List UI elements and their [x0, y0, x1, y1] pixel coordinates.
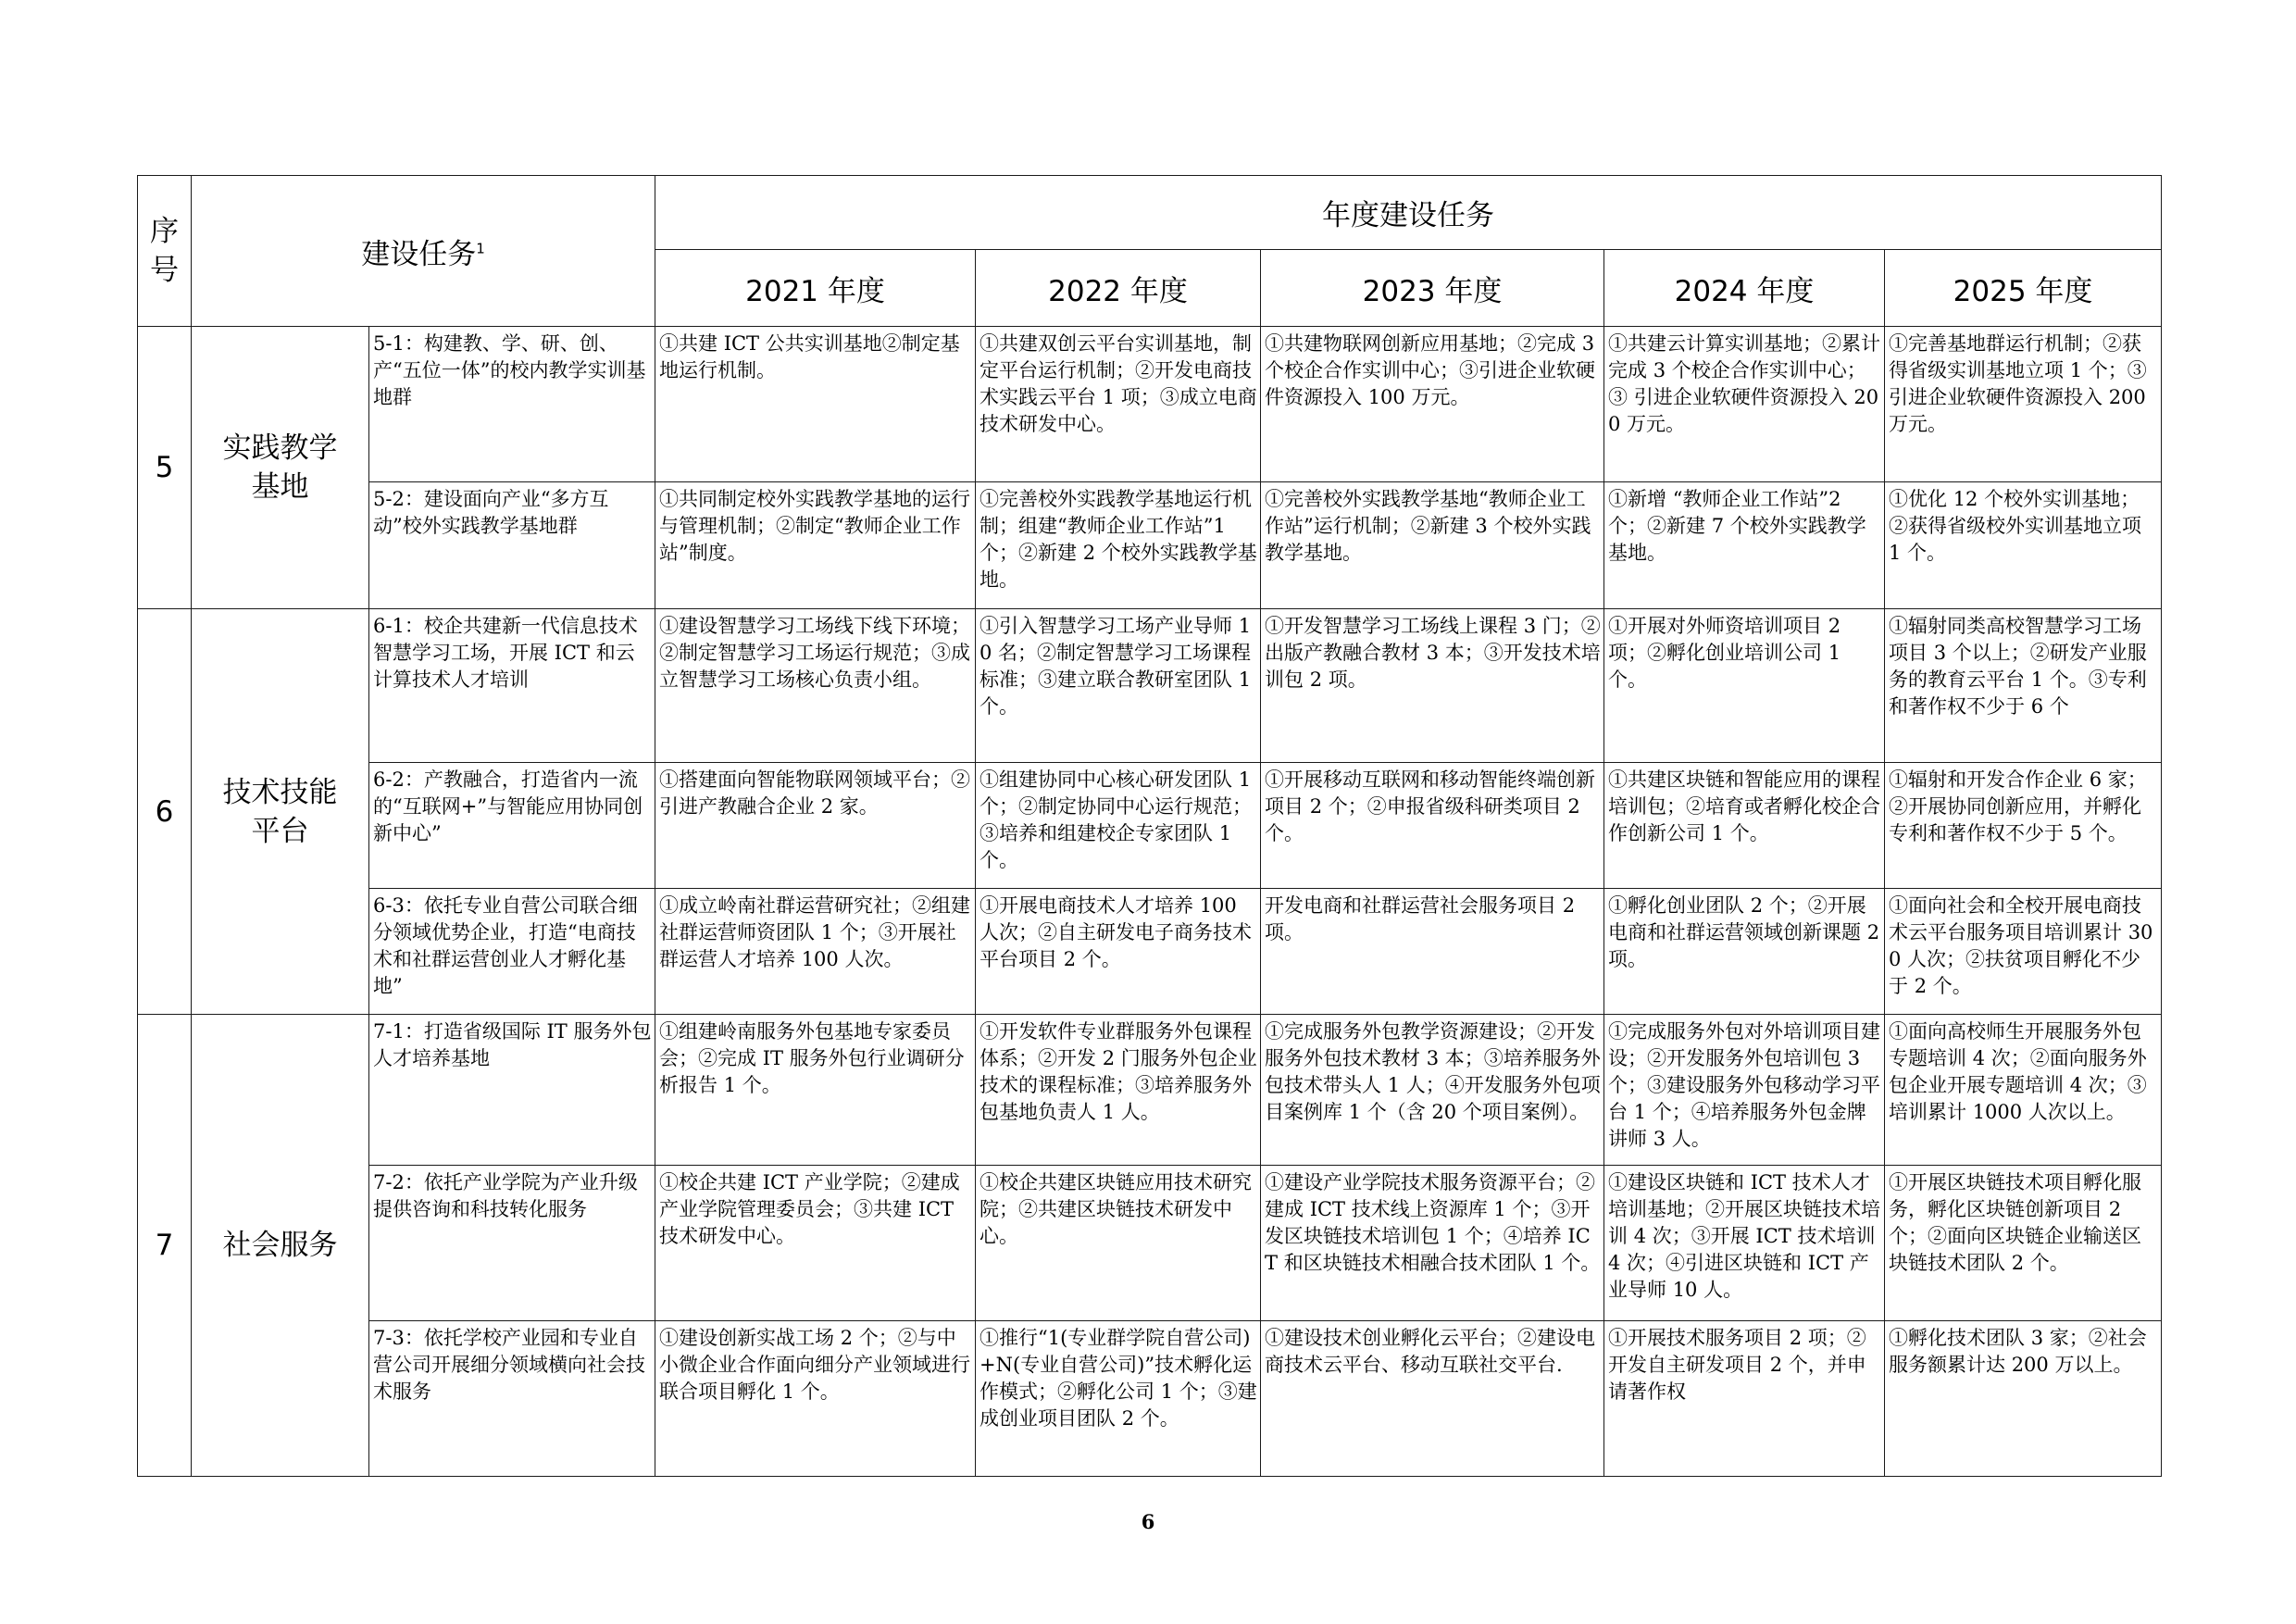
task-name: 6-3：依托专业自营公司联合细分领域优势企业，打造“电商技术和社群运营创业人才孵化基地”	[369, 889, 655, 1015]
table-row	[138, 1321, 2162, 1477]
year-task-cell: ①推行“1(专业群学院自营公司)+N(专业自营公司)”技术孵化运作模式；②孵化公司 1 个；③建成创业项目团队 2 个。	[976, 1321, 1261, 1477]
task-name: 6-2：产教融合，打造省内一流的“互联网+”与智能应用协同创新中心”	[369, 763, 655, 889]
year-task-cell: ①面向高校师生开展服务外包专题培训 4 次；②面向服务外包企业开展专题培训 4 次；③培训累计 1000 人次以上。	[1885, 1015, 2162, 1166]
group-category-label: 社会服务	[222, 1229, 338, 1262]
year-task-cell: ①开展区块链技术项目孵化服务，孵化区块链创新项目 2 个；②面向区块链企业输送区块链技术团队 2 个。	[1885, 1166, 2162, 1321]
year-task-cell: ①成立岭南社群运营研究社；②组建社群运营师资团队 1 个；③开展社群运营人才培养 100 人次。	[655, 889, 976, 1015]
task-header-label: 建设任务	[361, 237, 477, 271]
year-task-cell: ①开展技术服务项目 2 项；②开发自主研发项目 2 个，并申请著作权	[1604, 1321, 1885, 1477]
year-task-cell: ①开展对外师资培训项目 2 项；②孵化创业培训公司 1 个。	[1604, 609, 1885, 763]
year-task-cell: 开发电商和社群运营社会服务项目 2 项。	[1261, 889, 1604, 1015]
year-task-cell: ①组建岭南服务外包基地专家委员会；②完成 IT 服务外包行业调研分析报告 1 个。	[655, 1015, 976, 1166]
group-category-label: 技术技能平台	[222, 775, 338, 848]
year-task-cell: ①共建 ICT 公共实训基地②制定基地运行机制。	[655, 327, 976, 482]
task-name: 5-2：建设面向产业“多方互动”校外实践教学基地群	[369, 482, 655, 609]
year-task-cell: ①校企共建 ICT 产业学院；②建成产业学院管理委员会；③共建 ICT 技术研发中心。	[655, 1166, 976, 1321]
year-task-cell: ①校企共建区块链应用技术研究院；②共建区块链技术研发中心。	[976, 1166, 1261, 1321]
year-task-cell: ①共建物联网创新应用基地；②完成 3 个校企合作实训中心；③引进企业软硬件资源投入 100 万元。	[1261, 327, 1604, 482]
group-number: 6	[138, 609, 192, 1015]
year-task-cell: ①共建区块链和智能应用的课程培训包；②培育或者孵化校企合作创新公司 1 个。	[1604, 763, 1885, 889]
year-task-cell: ①开发软件专业群服务外包课程体系；②开发 2 门服务外包企业技术的课程标准；③培养服务外包基地负责人 1 人。	[976, 1015, 1261, 1166]
year-task-cell: ①完善基地群运行机制；②获得省级实训基地立项 1 个；③引进企业软硬件资源投入 200 万元。	[1885, 327, 2162, 482]
year-header: 2023 年度	[1261, 250, 1604, 327]
year-task-cell: ①开发智慧学习工场线上课程 3 门；②出版产教融合教材 3 本；③开发技术培训包 2 项。	[1261, 609, 1604, 763]
year-task-cell: ①开展移动互联网和移动智能终端创新项目 2 个；②申报省级科研类项目 2 个。	[1261, 763, 1604, 889]
year-task-cell: ①组建协同中心核心研发团队 1 个；②制定协同中心运行规范；③培养和组建校企专家团队 1 个。	[976, 763, 1261, 889]
header-row-top	[138, 176, 2162, 250]
table-row	[138, 1166, 2162, 1321]
year-task-cell: ①开展电商技术人才培养 100 人次；②自主研发电子商务技术平台项目 2 个。	[976, 889, 1261, 1015]
year-task-cell: ①共建云计算实训基地；②累计完成 3 个校企合作实训中心；③ 引进企业软硬件资源投入 200 万元。	[1604, 327, 1885, 482]
seq-header-label: 序号	[150, 215, 179, 287]
task-header-footnote-mark: 1	[476, 240, 485, 257]
table-row	[138, 1015, 2162, 1166]
year-task-cell: ①共同制定校外实践教学基地的运行与管理机制；②制定“教师企业工作站”制度。	[655, 482, 976, 609]
page-number: 6	[1141, 1510, 1155, 1533]
group-category	[192, 609, 369, 1015]
year-task-cell: ①共建双创云平台实训基地，制定平台运行机制；②开发电商技术实践云平台 1 项；③成立电商技术研发中心。	[976, 327, 1261, 482]
table-row	[138, 327, 2162, 482]
seq-header	[138, 176, 192, 327]
construction-task-table	[137, 175, 2162, 1477]
year-header: 2024 年度	[1604, 250, 1885, 327]
year-task-cell: ①孵化技术团队 3 家；②社会服务额累计达 200 万以上。	[1885, 1321, 2162, 1477]
year-task-cell: ①面向社会和全校开展电商技术云平台服务项目培训累计 300 人次；②扶贫项目孵化不少于 2 个。	[1885, 889, 2162, 1015]
group-category	[192, 327, 369, 609]
year-header: 2025 年度	[1885, 250, 2162, 327]
year-header: 2021 年度	[655, 250, 976, 327]
task-header	[192, 176, 655, 327]
table-row	[138, 609, 2162, 763]
group-category-label: 实践教学基地	[222, 431, 338, 504]
task-name: 6-1：校企共建新一代信息技术智慧学习工场，开展 ICT 和云计算技术人才培训	[369, 609, 655, 763]
task-name: 7-1：打造省级国际 IT 服务外包人才培养基地	[369, 1015, 655, 1166]
year-task-cell: ①搭建面向智能物联网领域平台；②引进产教融合企业 2 家。	[655, 763, 976, 889]
year-task-cell: ①建设技术创业孵化云平台；②建设电商技术云平台、移动互联社交平台.	[1261, 1321, 1604, 1477]
year-task-cell: ①建设智慧学习工场线下线下环境；②制定智慧学习工场运行规范；③成立智慧学习工场核心负责小组。	[655, 609, 976, 763]
group-number: 7	[138, 1015, 192, 1477]
group-number: 5	[138, 327, 192, 609]
year-task-cell: ①引入智慧学习工场产业导师 10 名；②制定智慧学习工场课程标准；③建立联合教研室团队 1 个。	[976, 609, 1261, 763]
annual-header: 年度建设任务	[655, 176, 2162, 250]
year-task-cell: ①建设产业学院技术服务资源平台；②建成 ICT 技术线上资源库 1 个；③开发区块链技术培训包 1 个；④培养 ICT 和区块链技术相融合技术团队 1 个。	[1261, 1166, 1604, 1321]
year-task-cell: ①优化 12 个校外实训基地；②获得省级校外实训基地立项 1 个。	[1885, 482, 2162, 609]
task-name: 7-2：依托产业学院为产业升级提供咨询和科技转化服务	[369, 1166, 655, 1321]
table-body	[138, 327, 2162, 1477]
year-task-cell: ①孵化创业团队 2 个；②开展电商和社群运营领域创新课题 2 项。	[1604, 889, 1885, 1015]
year-header: 2022 年度	[976, 250, 1261, 327]
year-task-cell: ①辐射同类高校智慧学习工场项目 3 个以上；②研发产业服务的教育云平台 1 个。③专利和著作权不少于 6 个	[1885, 609, 2162, 763]
year-task-cell: ①辐射和开发合作企业 6 家；②开展协同创新应用，并孵化专利和著作权不少于 5 个。	[1885, 763, 2162, 889]
task-name: 7-3：依托学校产业园和专业自营公司开展细分领域横向社会技术服务	[369, 1321, 655, 1477]
table-row	[138, 482, 2162, 609]
year-task-cell: ①建设创新实战工场 2 个；②与中小微企业合作面向细分产业领域进行联合项目孵化 1 个。	[655, 1321, 976, 1477]
year-task-cell: ①新增 “教师企业工作站”2 个；②新建 7 个校外实践教学基地。	[1604, 482, 1885, 609]
year-task-cell: ①完善校外实践教学基地运行机制；组建“教师企业工作站”1 个；②新建 2 个校外实践教学基地。	[976, 482, 1261, 609]
table-row	[138, 763, 2162, 889]
task-name: 5-1：构建教、学、研、创、产“五位一体”的校内教学实训基地群	[369, 327, 655, 482]
table-row	[138, 889, 2162, 1015]
group-category	[192, 1015, 369, 1477]
year-task-cell: ①建设区块链和 ICT 技术人才培训基地；②开展区块链技术培训 4 次；③开展 ICT 技术培训 4 次；④引进区块链和 ICT 产业导师 10 人。	[1604, 1166, 1885, 1321]
year-task-cell: ①完成服务外包对外培训项目建设；②开发服务外包培训包 3 个；③建设服务外包移动学习平台 1 个；④培养服务外包金牌讲师 3 人。	[1604, 1015, 1885, 1166]
year-task-cell: ①完成服务外包教学资源建设；②开发服务外包技术教材 3 本；③培养服务外包技术带头人 1 人；④开发服务外包项目案例库 1 个（含 20 个项目案例）。	[1261, 1015, 1604, 1166]
year-task-cell: ①完善校外实践教学基地“教师企业工作站”运行机制；②新建 3 个校外实践教学基地。	[1261, 482, 1604, 609]
